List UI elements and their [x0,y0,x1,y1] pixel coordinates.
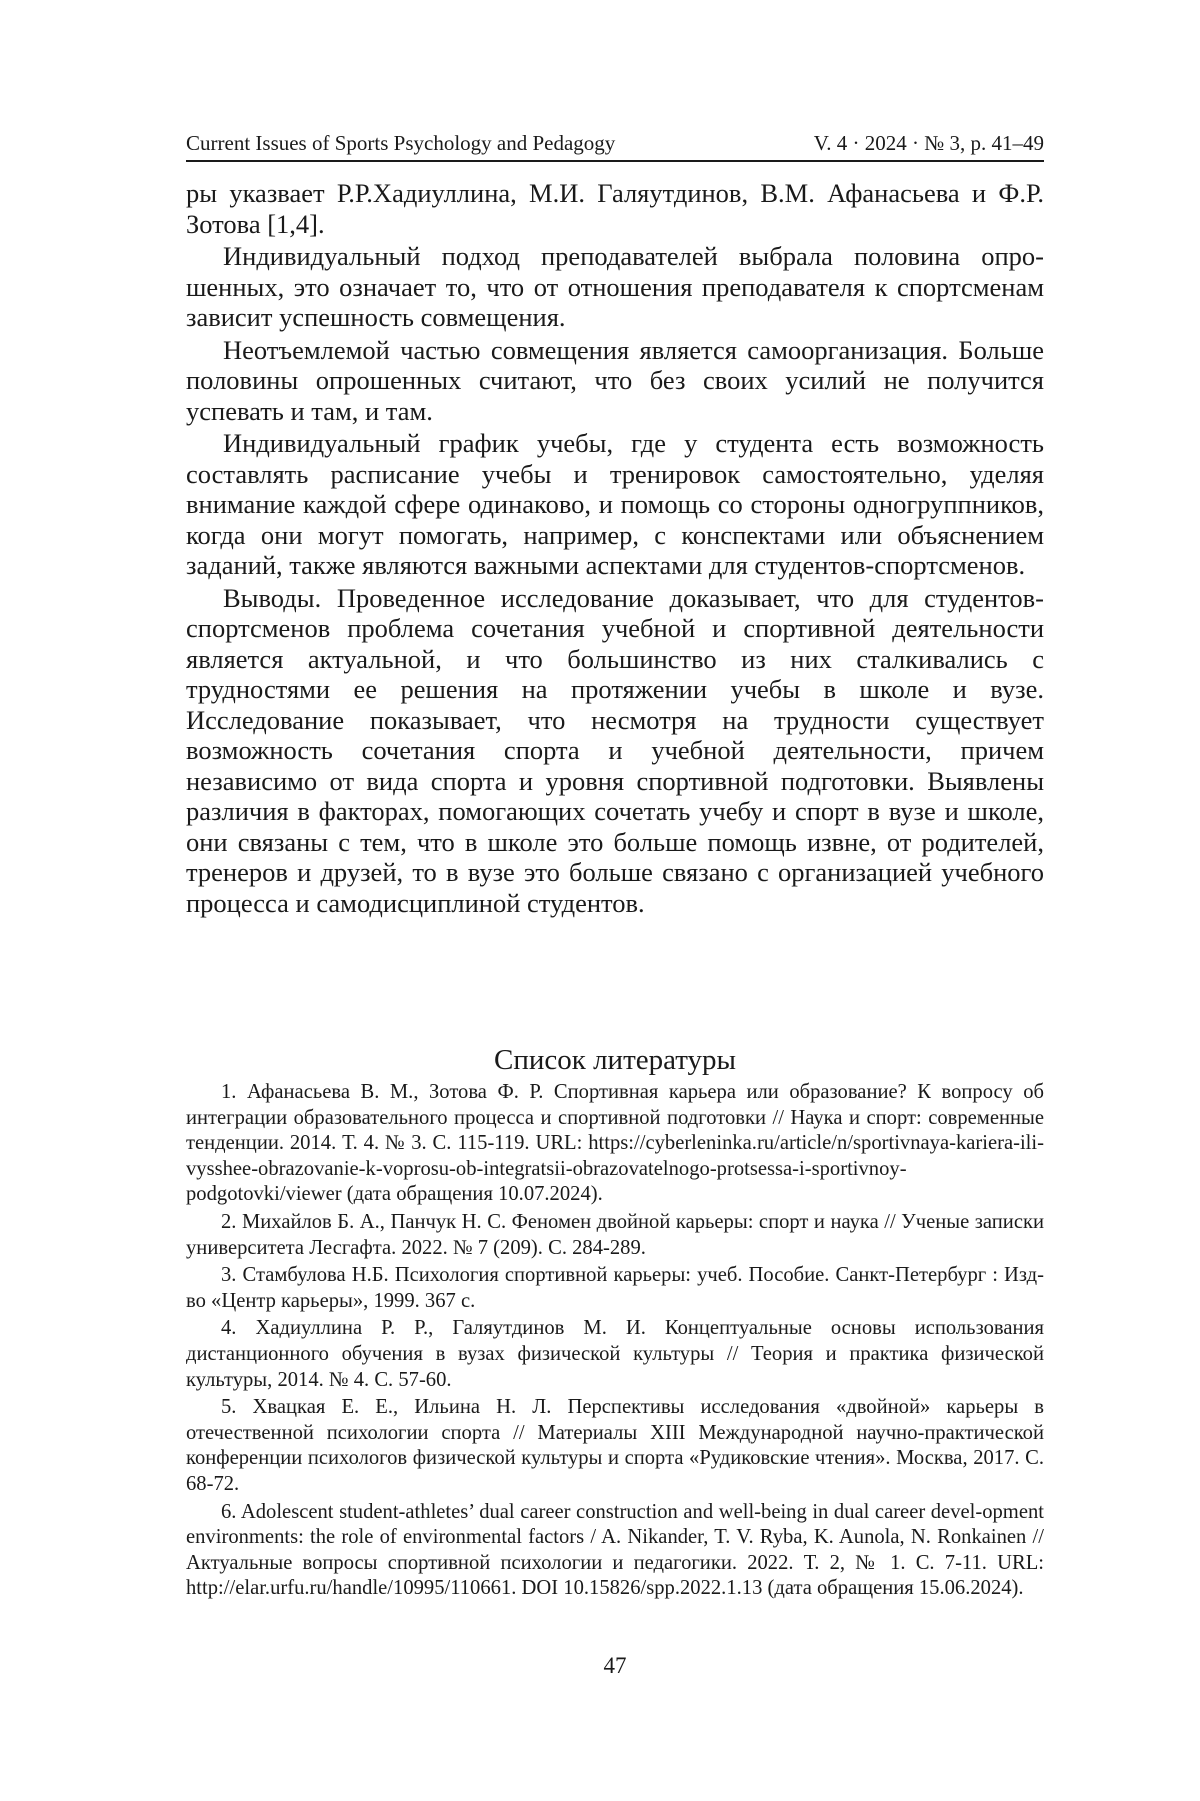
paragraph-self-organization: Неотъемлемой частью совмещения является самоорганизация. Больше половины опрошенных считают, что без своих усилий не по­лучится успевать и там, и там. [186,335,1044,427]
references-list [186,1080,1044,1604]
paragraph-individual-approach: Индивидуальный подход преподавателей выбрала половина опро­шенных, это означает то, что от отношения преподавателя к спор­тсменам зависит успешность совмещения. [186,241,1044,333]
references-heading: Список литературы [186,1043,1044,1077]
volume-info: V. 4 · 2024 · № 3, p. 41–49 [814,133,1044,154]
article-body [186,178,1044,920]
reference-item-6: 6. Adolescent student-athletes’ dual career construction and well-being in dual career devel-opment environments: the role of environmental factors / A. Nikander, T. V. Ryba, K. Aunola, N. Ronkainen // Актуальные вопросы спортивной психологии и педагогики. 2022. Т. 2, № 1. С. 7-11. URL: http://elar.urfu.ru/handle/10995/110661. DOI 10.15826/spp.2022.1.13 (дата обращения 15.06.2024). [186,1500,1044,1602]
paragraph-continuation: ры указвает Р.Р.Хадиуллина, М.И. Галяутдинов, В.М. Афанасьева и Ф.Р. Зотова [1,4]. [186,178,1044,239]
reference-item-2: 2. Михайлов Б. А., Панчук Н. С. Феномен двойной карьеры: спорт и наука // Уче­ные записки университета Лесгафта. 2022. № 7 (209). С. 284-289. [186,1210,1044,1261]
journal-title: Current Issues of Sports Psychology and Pedagogy [186,133,615,154]
paragraph-conclusions: Выводы. Проведенное исследование доказывает, что для сту­дентов-спортсменов проблема сочетания учебной и спортивной деятельности является актуальной, и что большинство из них стал­кивались с трудностями ее решения на протяжении учебы в школе и вузе. Исследование показывает, что несмотря на трудности су­ществует возможность сочетания спорта и учебной деятельности, причем независимо от вида спорта и уровня спортивной подготов­ки. Выявлены различия в факторах, помогающих сочетать учебу и спорт в вузе и школе, они связаны с тем, что в школе это больше помощь извне, от родителей, тренеров и друзей, то в вузе это боль­ше связано с организацией учебного процесса и самодисциплиной студентов. [186,583,1044,919]
reference-item-5: 5. Хвацкая Е. Е., Ильина Н. Л. Перспективы исследования «двойной» карьеры в отечественной психологии спорта // Материалы XIII Международной научно-прак­тической конференции психологов физической культуры и спорта «Рудиковские чте­ния». Москва, 2017. С. 68-72. [186,1395,1044,1497]
reference-item-1: 1. Афанасьева В. М., Зотова Ф. Р. Спортивная карьера или образование? К вопросу об интеграции образовательного процесса и спортивной подготовки // Наука и спорт: современные тенденции. 2014. Т. 4. № 3. С. 115-119. URL: https://cyberleninka.ru/ar­ticle/n/sportivnaya-kariera-ili-vysshee-obrazovanie-k-voprosu-ob-integratsii-obrazovatel­nogo-protsessa-i-sportivnoy-podgotovki/viewer (дата обращения 10.07.2024). [186,1080,1044,1208]
reference-item-4: 4. Хадиуллина Р. Р., Галяутдинов М. И. Концептуальные основы использования дистанционного обучения в вузах физической культуры // Теория и практика физиче­ской культуры, 2014. № 4. С. 57-60. [186,1316,1044,1393]
paragraph-individual-schedule: Индивидуальный график учебы, где у студента есть возможность составлять расписание учебы и тренировок самостоятельно, уделяя внимание каждой сфере одинаково, и помощь со стороны одногруп­пников, когда они могут помогать, например, с конспектами или объ­яснением заданий, также являются важными аспектами для студен­тов-спортсменов. [186,428,1044,581]
page-number: 47 [186,1652,1044,1680]
journal-page [0,0,1200,1801]
running-header [186,126,1044,162]
reference-item-3: 3. Стамбулова Н.Б. Психология спортивной карьеры: учеб. Пособие. Санкт-Петербург : Изд-во «Центр карьеры», 1999. 367 с. [186,1263,1044,1314]
